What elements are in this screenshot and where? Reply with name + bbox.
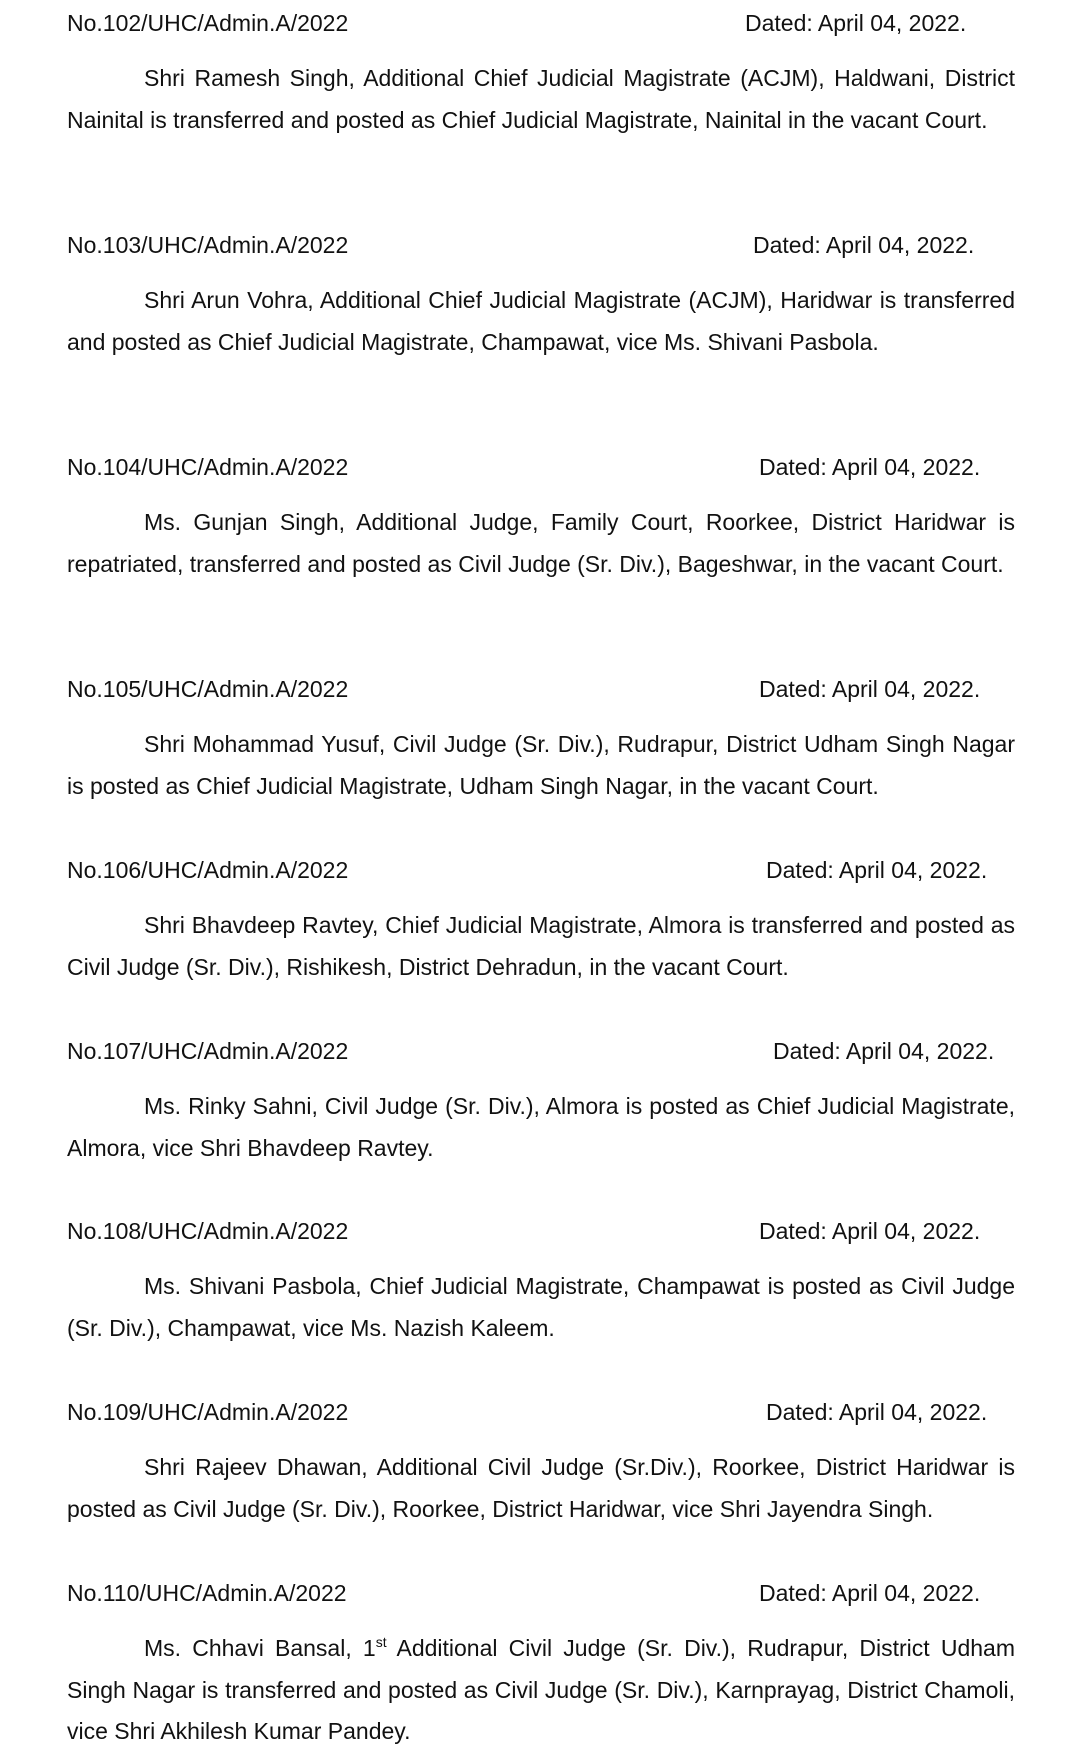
notice-text: Ms. Shivani Pasbola, Chief Judicial Magistrate, Champawat is posted as Civil Judge (Sr. Div.), Champawat, vice Ms. Nazish Kaleem. — [67, 1273, 1015, 1341]
notice-text: Shri Arun Vohra, Additional Chief Judicial Magistrate (ACJM), Haridwar is transferred and posted as Chief Judicial Magistrate, Champawat, vice Ms. Shivani Pasbola. — [67, 287, 1015, 355]
notice-text: Shri Mohammad Yusuf, Civil Judge (Sr. Div.), Rudrapur, District Udham Singh Nagar is posted as Chief Judicial Magistrate, Udham Singh Nagar, in the vacant Court. — [67, 731, 1015, 799]
notice-number: No.107/UHC/Admin.A/2022 — [67, 1038, 349, 1064]
notice-date: Dated: April 04, 2022. — [753, 232, 975, 258]
notice-date: Dated: April 04, 2022. — [759, 676, 981, 702]
notice-text: Shri Bhavdeep Ravtey, Chief Judicial Magistrate, Almora is transferred and posted as Civil Judge (Sr. Div.), Rishikesh, District Dehradun, in the vacant Court. — [67, 912, 1015, 980]
notice-text-rest: Additional Civil Judge (Sr. Div.), Rudrapur, District Udham Singh Nagar is transferred and posted as Civil Judge (Sr. Div.), Karnprayag, District Chamoli, vice Shri Akhilesh Kumar Pandey. — [67, 1635, 1015, 1744]
notice-104 — [67, 445, 1015, 585]
notice-110 — [67, 1571, 1015, 1753]
notice-date: Dated: April 04, 2022. — [759, 1218, 981, 1244]
notice-number: No.110/UHC/Admin.A/2022 — [67, 1580, 347, 1606]
notice-date: Dated: April 04, 2022. — [759, 454, 981, 480]
notice-number: No.108/UHC/Admin.A/2022 — [67, 1218, 349, 1244]
notice-109 — [67, 1390, 1015, 1530]
notice-text: Shri Rajeev Dhawan, Additional Civil Judge (Sr.Div.), Roorkee, District Haridwar is posted as Civil Judge (Sr. Div.), Roorkee, District Haridwar, vice Shri Jayendra Singh. — [67, 1454, 1015, 1522]
notice-102 — [67, 1, 1015, 141]
notice-text: Shri Ramesh Singh, Additional Chief Judicial Magistrate (ACJM), Haldwani, District Nainital is transferred and posted as Chief Judicial Magistrate, Nainital in the vacant Court. — [67, 65, 1015, 133]
notice-text — [67, 1628, 1015, 1753]
notice-header — [67, 1571, 1015, 1615]
notice-header — [67, 667, 1015, 711]
notice-header — [67, 445, 1015, 489]
notice-date: Dated: April 04, 2022. — [766, 857, 988, 883]
notice-text: Ms. Rinky Sahni, Civil Judge (Sr. Div.), Almora is posted as Chief Judicial Magistrate, Almora, vice Shri Bhavdeep Ravtey. — [67, 1093, 1015, 1161]
ordinal-suffix: st — [375, 1634, 387, 1650]
notice-number: No.109/UHC/Admin.A/2022 — [67, 1399, 349, 1425]
notice-number: No.102/UHC/Admin.A/2022 — [67, 10, 349, 36]
notice-number: No.105/UHC/Admin.A/2022 — [67, 676, 349, 702]
notice-header — [67, 223, 1015, 267]
notice-header — [67, 1390, 1015, 1434]
notice-date: Dated: April 04, 2022. — [745, 10, 967, 36]
notice-date: Dated: April 04, 2022. — [759, 1580, 981, 1606]
notice-105 — [67, 667, 1015, 807]
notice-text: Ms. Gunjan Singh, Additional Judge, Family Court, Roorkee, District Haridwar is repatriated, transferred and posted as Civil Judge (Sr. Div.), Bageshwar, in the vacant Court. — [67, 509, 1015, 577]
notice-108 — [67, 1209, 1015, 1349]
notice-header — [67, 1029, 1015, 1073]
notice-106 — [67, 848, 1015, 988]
notice-date: Dated: April 04, 2022. — [766, 1399, 988, 1425]
notice-103 — [67, 223, 1015, 363]
notice-number: No.106/UHC/Admin.A/2022 — [67, 857, 349, 883]
notice-header — [67, 848, 1015, 892]
notice-107 — [67, 1029, 1015, 1169]
notice-date: Dated: April 04, 2022. — [773, 1038, 995, 1064]
notice-text-start: Ms. Chhavi Bansal, 1 — [144, 1635, 376, 1661]
notice-number: No.103/UHC/Admin.A/2022 — [67, 232, 349, 258]
notice-number: No.104/UHC/Admin.A/2022 — [67, 454, 349, 480]
notice-header — [67, 1209, 1015, 1253]
notice-header — [67, 1, 1015, 45]
